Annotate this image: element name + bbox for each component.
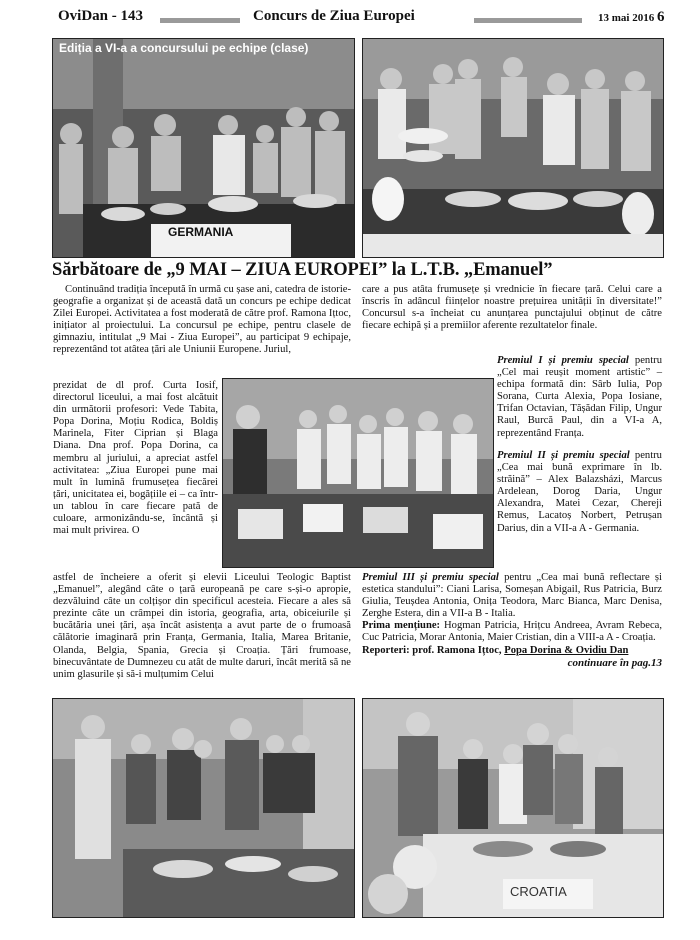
prize-first-label: Premiul I și premiu special	[497, 355, 629, 366]
paragraph-intro: Continuând tradiția începută în urmă cu șase ani, catedra de istorie-geografie a organizat și de această dată un concurs pe echipe dedicat Zilei Europei. Activitatea a fost moderată de către prof. Ramona Ițtoc, inițiator al proiectului. La concursul pe echipe, pentru clasele de gimnaziu, intitulat „9 Mai - Ziua Europei”, au participat 9 echipaje, reprezentând tot atâtea țări ale Uniunii Europene. Juriul,	[53, 284, 351, 356]
issue-label: OviDan - 143	[58, 8, 144, 24]
photo-middle	[222, 378, 494, 568]
continued-link[interactable]: continuare în pag.13	[567, 656, 662, 669]
country-sign-croatia: CROATIA	[510, 884, 567, 899]
paragraph-closing: care a pus atâta frumusețe și vrednicie în fiecare țară. Celui care a înscris în adâncul ființelor noastre prețuirea unității în diversitate!” Concursul s-a încheiat cu anunțarea punctajului obținut de către fiecare echipă și a premiilor aferente rezultatelor finale.	[362, 284, 662, 332]
article-left-narrow	[53, 380, 218, 537]
reporters-label: Reporteri: prof. Ramona Ițtoc,	[362, 644, 502, 656]
photo-bottom-left	[52, 698, 355, 918]
article-left-lower	[53, 572, 351, 681]
mention-text: Hogman Patricia, Hrițcu Andreea, Avram Rebeca, Cuc Patricia, Morar Antonia, Maier Cristian, din a VIII-a A - Croația.	[362, 620, 662, 644]
issue-date: 13 mai 2016	[598, 12, 655, 24]
page-number: 6	[657, 9, 665, 25]
prize-second	[497, 450, 662, 535]
reporters-names: Popa Dorina & Ovidiu Dan	[504, 644, 629, 656]
article-left-column	[53, 284, 351, 357]
photo-caption: Ediția a VI-a a concursului pe echipe (clase)	[59, 41, 309, 55]
photo-top-right	[362, 38, 664, 258]
country-sign-germany: GERMANIA	[168, 225, 234, 239]
article-headline: Sărbătoare de „9 MAI – ZIUA EUROPEI” la L.T.B. „Emanuel”	[52, 260, 553, 280]
prize-third-text: pentru „Cea mai bună reflectare și estetica standului”: Ciani Larisa, Someșan Abigail, Rus Patricia, Burz Giulia, Teușdea Antonia, Onița Teodora, Marc Bianca, Marc Denisa, Zerghe Estera, din a VII-a B - Italia.	[362, 572, 662, 620]
header-rule-left	[160, 18, 240, 23]
section-title: Concurs de Ziua Europei	[253, 8, 415, 24]
prize-third-label: Premiul III și premiu special	[362, 572, 499, 583]
article-right-column	[362, 284, 662, 332]
prize-second-text: pentru „Cea mai bună exprimare în lb. străină” – Alex Balazsházi, Marcus Ardelean, Dorog Daria, Ungur Alexandra, Matei Cezar, Chereji Remus, Lacatoș Norbert, Petrușan Darius, din a VII-a A - Germania.	[497, 450, 662, 534]
paragraph-countries: astfel de încheiere a oferit și elevii Liceului Teologic Baptist „Emanuel”, alegând câte o țară europeană pe care s-și-o apropie, dezvăluind câte un colțișor din specificul acesteia. Fiecare a ales să prezinte câte un crâmpei din istoria, geografia, arta, obiceiurile și bucătăria unei țări, așa încât asistența a avut parte de o frumoasă călătorie imaginară prin Franța, Germania, Italia, Marea Britanie, Olanda, Belgia, Spania, Grecia și Croația. Țări frumoase, binecuvântate de Dumnezeu cu atât de multe daruri, încât merită să ne unim glasurile și să-i mulțumim Celui	[53, 572, 351, 680]
paragraph-jury: prezidat de dl prof. Curta Iosif, directorul liceului, a mai fost alcătuit din următorii profesori: Vede Tabita, Popa Dorina, Moțiu Rodica, Boldiș Marinela, Fiter Ciprian și Blaga Diana. Dna prof. Popa Dorina, ca membru al juriului, a apreciat astfel activitatea: „Ziua Europei pune mai mult în lumină frumusețea fiecărei țări, unicitatea ei, bogățiile ei – ca într-un tablou în care fiecare pată de culoare, armonizându-se, încântă și mai mult privirea. O	[53, 380, 218, 537]
article-right-lower	[362, 572, 662, 670]
prize-first-text: pentru „Cel mai reușit moment artistic” – echipa formată din: Sârb Iulia, Pop Sorana, Curta Alexia, Popa Iosiane, Trifan Octavian, Tășădan Filip, Ungur Raul, Burcă Paul, din a VI-a A, reprezentând Franța.	[497, 355, 662, 439]
mention-label: Prima mențiune:	[362, 620, 441, 632]
header-rule-right	[474, 18, 582, 23]
prize-second-label: Premiul II și premiu special	[497, 450, 630, 461]
prize-first	[497, 355, 662, 440]
